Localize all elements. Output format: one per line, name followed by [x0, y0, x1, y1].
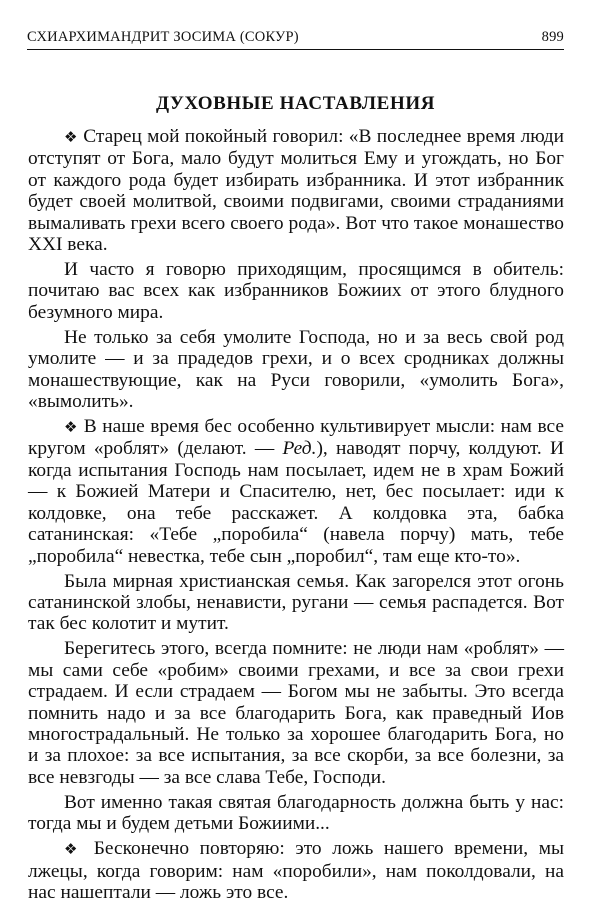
bullet-icon: ❖ — [64, 840, 84, 859]
paragraph-text: В наше время бес особенно культивирует мысли: нам все кругом «роблят» (делают. — — [28, 416, 564, 460]
paragraph-text: Бесконечно повторяю: это ложь нашего времени, мы лжецы, когда говорим: нам «поробили», нам поколдовали, на нас нашептали — ложь это все. — [28, 838, 564, 903]
body-text — [28, 126, 564, 907]
paragraph-text: Не только за себя умолите Господа, но и за весь свой род умолите — и за прадедов грехи, и о всех сродниках должны монашествующие, как на Руси говорили, «умолить Бога», «вымолить». — [28, 326, 564, 413]
paragraph — [28, 792, 564, 835]
editor-note: Ред. — [282, 438, 317, 460]
paragraph — [28, 416, 564, 567]
running-header — [27, 23, 564, 50]
paragraph — [28, 327, 564, 413]
paragraph — [28, 638, 564, 788]
paragraph-text: И часто я говорю приходящим, просящимся в обитель: почитаю вас всех как избранников Божиих от этого блудного безумного мира. — [28, 259, 564, 323]
paragraph-text: Вот именно такая святая благодарность должна быть у нас: тогда мы и будем детьми Божиими... — [28, 791, 564, 835]
page-number: 899 — [541, 29, 564, 45]
bullet-icon: ❖ — [64, 128, 78, 146]
paragraph-text: Берегитесь этого, всегда помните: не люди нам «роблят» — мы сами себе «робим» своими грехами, и все за свои грехи страдаем. И если страдаем — Богом мы не забыты. Это всегда помнить надо и за все благодарить Бога, как праведный Иов многострадальный. Не только за хорошее благодарить Бога, но и за плохое: за все испытания, за все скорби, за все болезни, за все невзгоды — за все слава Тебе, Господи. — [28, 638, 564, 788]
section-title: ДУХОВНЫЕ НАСТАВЛЕНИЯ — [155, 93, 436, 114]
paragraph-text: Старец мой покойный говорил: «В последнее время люди отступят от Бога, мало будут молиться Ему и угождать, но Бог от каждого рода будет избирать избранника. И этот избранник будет своей молитвой, своими подвигами, своими страданиями вымаливать грехи всего своего рода». Вот что такое монашество XXI века. — [28, 126, 564, 256]
paragraph — [28, 259, 564, 323]
bullet-icon: ❖ — [64, 418, 79, 437]
paragraph — [28, 838, 564, 903]
running-title: СХИАРХИМАНДРИТ ЗОСИМА (СОКУР) — [27, 29, 299, 45]
paragraph-text: Была мирная христианская семья. Как загорелся этот огонь сатанинской злобы, ненависти, ругани — семья распадется. Вот так бес колотит и мутит. — [28, 570, 564, 635]
paragraph — [28, 571, 564, 635]
paragraph — [28, 126, 564, 255]
paragraph-text: ), наводят порчу, колдуют. И когда испытания Господь нам посылает, идем не в храм Божий — к Божией Матери и Спасителю, нет, бес посылает: иди к колдовке, она тебе расскажет. А колдовка эта, бабка сатанинская: «Тебе „поробила“ (навела порчу) мать, тебе „поробила“ невестка, тебе сын „поробил“, там еще кто-то». — [28, 438, 564, 567]
